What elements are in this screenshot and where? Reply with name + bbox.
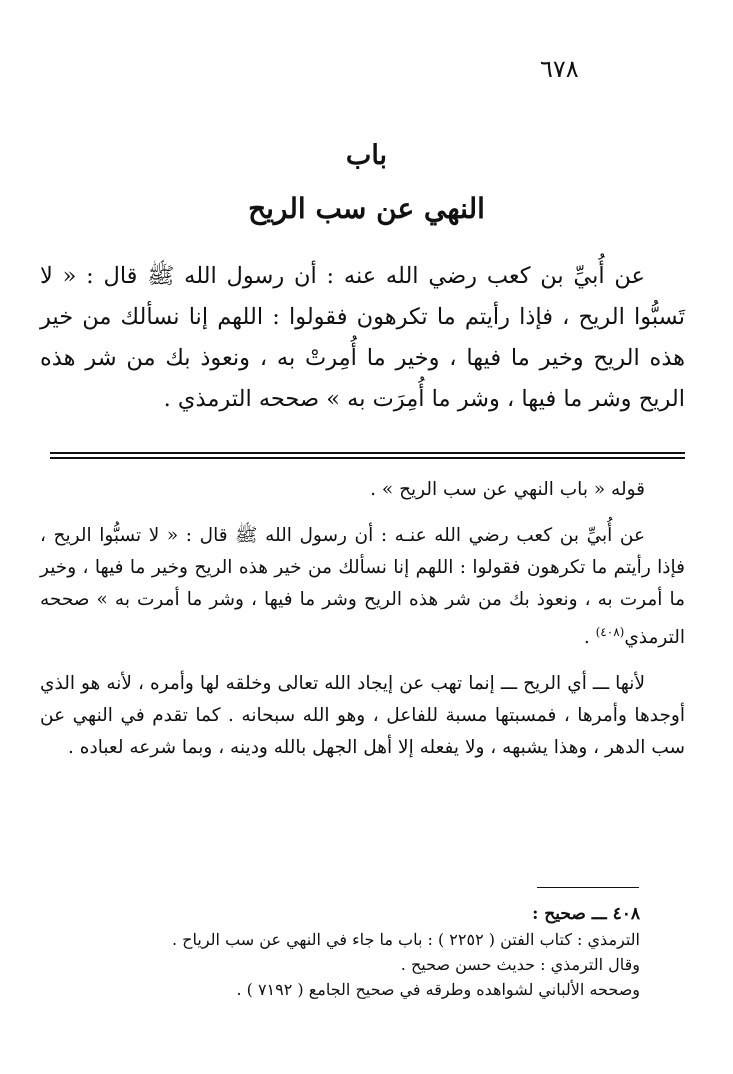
footnotes-block: [80, 902, 640, 1002]
footnote-separator: [537, 887, 639, 888]
chapter-title: النهي عن سب الريح: [248, 192, 485, 225]
commentary-heading: قوله « باب النهي عن سب الريح » .: [370, 479, 645, 500]
footnote-line: وقال الترمذي : حديث حسن صحيح .: [400, 955, 640, 974]
footnote-heading: ٤٠٨ ـــ صحيح :: [532, 904, 640, 924]
footnote-reference[interactable]: (٤٠٨): [595, 625, 625, 639]
main-hadith-text: عن أُبيِّ بن كعب رضي الله عنه : أن رسول الله ﷺ قال : « لا تَسبُّوا الريح ، فإذا رأيتم ما تكرهون فقولوا : اللهم إنا نسألك من خير هذه الريح وخير ما فيها ، وخير ما أُمِرتْ به ، ونعوذ بك من شر هذه الريح وشر ما فيها ، وشر ما أُمِرَت به » صححه الترمذي .: [40, 263, 685, 412]
commentary-explanation: لأنها ـــ أي الريح ـــ إنما تهب عن إيجاد الله تعالى وخلقه لها وأمره ، لأنه هو الذي أوجدها وأمرها ، فمسبتها مسبة للفاعل ، وهو الله سبحانه . كما تقدم في النهي عن سب الدهر ، وهذا يشبهه ، ولا يفعله إلا أهل الجهل بالله ودينه ، وبما شرعه لعباده .: [40, 673, 685, 759]
footnote-line: الترمذي : كتاب الفتن ( ٢٢٥٢ ) : باب ما جاء في النهي عن سب الرياح .: [172, 930, 640, 949]
chapter-label: باب: [345, 140, 388, 171]
page-number: ٦٧٨: [540, 55, 579, 83]
footnote-line: وصححه الألباني لشواهده وطرقه في صحيح الجامع ( ٧١٩٢ ) .: [236, 980, 640, 999]
section-divider: [50, 452, 685, 459]
commentary-section: [40, 474, 685, 778]
commentary-hadith-text: عن أُبيِّ بن كعب رضي الله عنـه : أن رسول الله ﷺ قال : « لا تسبُّوا الريح ، فإذا رأيتم ما تكرهون فقولوا : اللهم إنا نسألك من خير هذه الريح وخير ما فيها ، وخير ما أمرت به ، ونعوذ بك من شر هذه الريح وشر ما فيها ، وشر ما أمرت به » صححه الترمذي: [40, 525, 685, 649]
commentary-hadith: [40, 520, 685, 654]
commentary-hadith-end: .: [583, 627, 596, 649]
